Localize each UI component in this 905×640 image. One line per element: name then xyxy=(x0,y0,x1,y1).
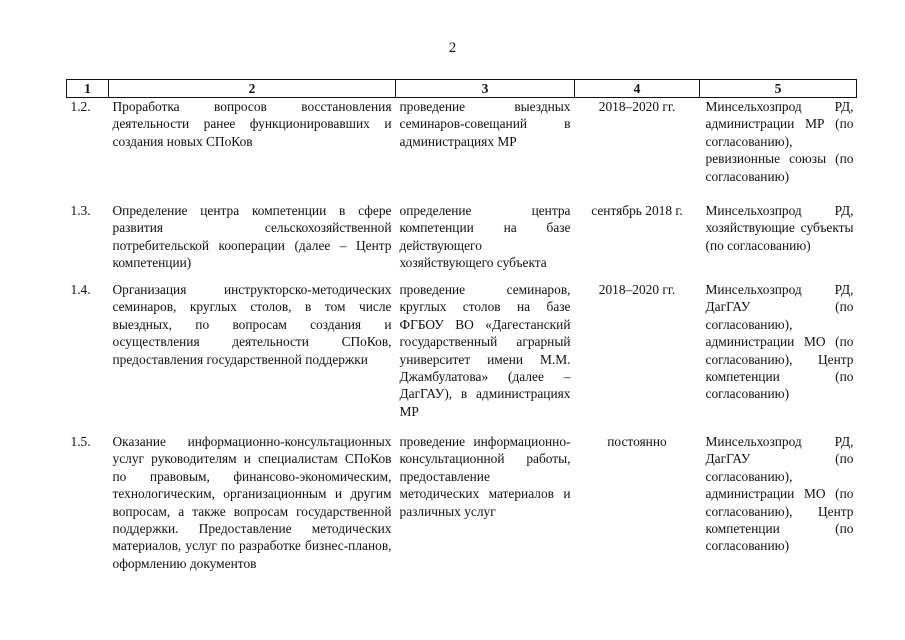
column-header: 3 xyxy=(396,80,575,98)
activity-cell: Определение центра компетенции в сфере развития сельскохозяйственной потребительской кооперации (далее – Центр компетенции) xyxy=(112,203,392,271)
period-cell: 2018–2020 гг. xyxy=(598,282,676,297)
table-row xyxy=(67,202,857,281)
page-number: 2 xyxy=(448,40,457,56)
form-cell: проведение информационно-консультационной работы, предоставление методических материалов и различных услуг xyxy=(399,434,571,519)
period-cell: сентябрь 2018 г. xyxy=(591,203,683,218)
form-cell: проведение выездных семинаров-совещаний в администрациях МР xyxy=(399,99,571,149)
plan-table xyxy=(66,79,857,593)
executors-cell: Минсельхозпрод РД, хозяйствующие субъекты (по согласованию) xyxy=(705,203,854,253)
column-header: 2 xyxy=(109,80,396,98)
activity-cell: Организация инструкторско-методических семинаров, круглых столов, в том числе выездных, по вопросам создания и осуществления деятельности СПоКов, предоставления государственной поддержки xyxy=(112,282,392,367)
executors-cell: Минсельхозпрод РД, администрации МР (по согласованию), ревизионные союзы (по согласованию) xyxy=(705,99,854,184)
item-number: 1.3. xyxy=(70,203,91,218)
item-number: 1.2. xyxy=(70,99,91,114)
form-cell: определение центра компетенции на базе действующего хозяйствующего субъекта xyxy=(399,203,571,271)
table-header-row xyxy=(67,80,857,98)
executors-cell: Минсельхозпрод РД, ДагГАУ (по согласованию), администрации МО (по согласованию), Центр компетенции (по согласованию) xyxy=(705,282,854,402)
column-header: 4 xyxy=(575,80,700,98)
table-row xyxy=(67,281,857,433)
table-row xyxy=(67,98,857,203)
period-cell: постоянно xyxy=(607,434,667,449)
table-row xyxy=(67,433,857,593)
period-cell: 2018–2020 гг. xyxy=(598,99,676,114)
executors-cell: Минсельхозпрод РД, ДагГАУ (по согласованию), администрации МО (по согласованию), Центр компетенции (по согласованию) xyxy=(705,434,854,554)
item-number: 1.4. xyxy=(70,282,91,297)
column-header: 5 xyxy=(700,80,857,98)
form-cell: проведение семинаров, круглых столов на базе ФГБОУ ВО «Дагестанский государственный аграрный университет имени М.М. Джамбулатова» (далее – ДагГАУ), в администрациях МР xyxy=(399,282,571,419)
activity-cell: Оказание информационно-консультационных услуг руководителям и специалистам СПоКов по правовым, финансово-экономическим, технологическим, организационным и другим вопросам, а также вопросам государственной поддержки. Предоставление методических материалов, услуг по разработке бизнес-планов, оформлению документов xyxy=(112,434,392,571)
activity-cell: Проработка вопросов восстановления деятельности ранее функционировавших и создания новых СПоКов xyxy=(112,99,392,149)
item-number: 1.5. xyxy=(70,434,91,449)
column-header: 1 xyxy=(67,80,109,98)
